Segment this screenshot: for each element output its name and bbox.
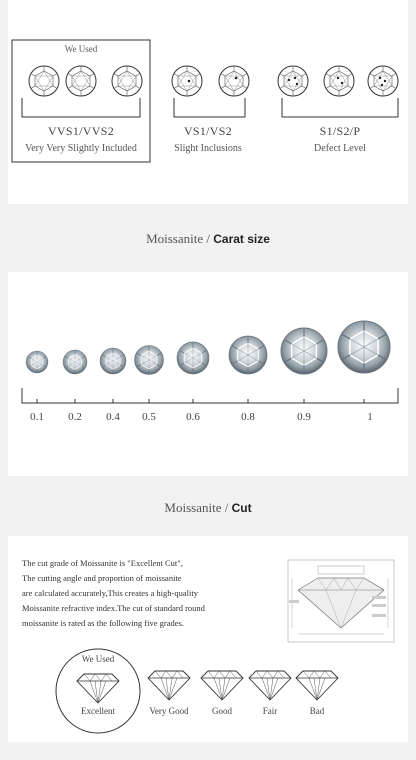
diamond-0.1 bbox=[26, 351, 48, 373]
cut-grade-label: Very Good bbox=[149, 706, 189, 716]
carat-label: 0.5 bbox=[142, 411, 156, 423]
bracket-vvs bbox=[22, 98, 140, 117]
diamond-0.8 bbox=[229, 336, 267, 374]
clarity-desc-s: Defect Level bbox=[314, 143, 366, 154]
cut-gem-excellent bbox=[77, 674, 119, 703]
carat-label: 0.2 bbox=[68, 411, 82, 423]
diamond-0.4 bbox=[100, 348, 126, 374]
size-ruler bbox=[22, 388, 398, 403]
diamond-1 bbox=[338, 321, 390, 373]
clarity-panel bbox=[8, 0, 408, 204]
cut-description bbox=[22, 556, 272, 631]
cut-description-line: moissanite is rated as the following five grades. bbox=[22, 618, 184, 628]
cut-gem-fair bbox=[249, 671, 291, 700]
we-used-label: We Used bbox=[64, 44, 98, 54]
cut-gem-good bbox=[201, 671, 243, 700]
carat-title-light: Moissanite / bbox=[146, 231, 214, 246]
gem-s-1 bbox=[278, 66, 308, 96]
clarity-grade-s: S1/S2/P bbox=[319, 124, 361, 138]
cut-title-light: Moissanite / bbox=[164, 500, 232, 515]
cut-gem-very-good bbox=[148, 671, 190, 700]
gem-vvs-2 bbox=[66, 66, 96, 96]
clarity-grade-vs: VS1/VS2 bbox=[183, 124, 233, 138]
diamond-0.9 bbox=[281, 328, 327, 374]
cut-gem-bad bbox=[296, 671, 338, 700]
diamond-0.2 bbox=[63, 350, 87, 374]
cut-grade-label: Excellent bbox=[81, 706, 115, 716]
cut-grade-label: Good bbox=[212, 706, 232, 716]
diamond-0.5 bbox=[135, 346, 164, 375]
bracket-s bbox=[282, 98, 398, 117]
gem-s-2 bbox=[324, 66, 354, 96]
cut-description-line: are calculated accurately,This creates a high-quality bbox=[22, 588, 198, 598]
proportion-diagram bbox=[288, 560, 394, 642]
carat-label: 0.1 bbox=[30, 411, 44, 423]
carat-label: 0.9 bbox=[297, 411, 311, 423]
carat-title-bold: Carat size bbox=[213, 232, 270, 246]
gem-vs-1 bbox=[172, 66, 202, 96]
clarity-diagram bbox=[8, 0, 408, 204]
carat-diagram bbox=[8, 272, 408, 476]
cut-grade-label: Bad bbox=[309, 706, 325, 716]
clarity-desc-vs: Slight Inclusions bbox=[174, 143, 242, 154]
cut-title-bold: Cut bbox=[231, 501, 252, 515]
carat-label: 0.6 bbox=[186, 411, 200, 423]
gem-vs-2 bbox=[219, 66, 249, 96]
clarity-desc-vvs: Very Very Slightly Included bbox=[25, 143, 137, 154]
cut-description-line: The cut grade of Moissanite is "Excellent Cut", bbox=[22, 558, 183, 568]
carat-section-title bbox=[0, 231, 416, 247]
cut-description-line: Moissanite refractive index.The cut of standard round bbox=[22, 603, 205, 613]
gem-s-3 bbox=[368, 66, 398, 96]
cut-we-used-label: We Used bbox=[81, 654, 115, 664]
cut-description-line: The cutting angle and proportion of moissanite bbox=[22, 573, 182, 583]
bracket-vs bbox=[174, 98, 245, 117]
diamond-0.6 bbox=[177, 342, 209, 374]
carat-label: 0.8 bbox=[241, 411, 255, 423]
gem-vvs-3 bbox=[112, 66, 142, 96]
carat-label: 1 bbox=[367, 411, 373, 423]
gem-vvs-1 bbox=[29, 66, 59, 96]
clarity-grade-vvs: VVS1/VVS2 bbox=[47, 124, 115, 138]
cut-grade-label: Fair bbox=[262, 706, 278, 716]
carat-label: 0.4 bbox=[106, 411, 120, 423]
carat-panel bbox=[8, 272, 408, 476]
cut-section-title bbox=[0, 500, 416, 516]
